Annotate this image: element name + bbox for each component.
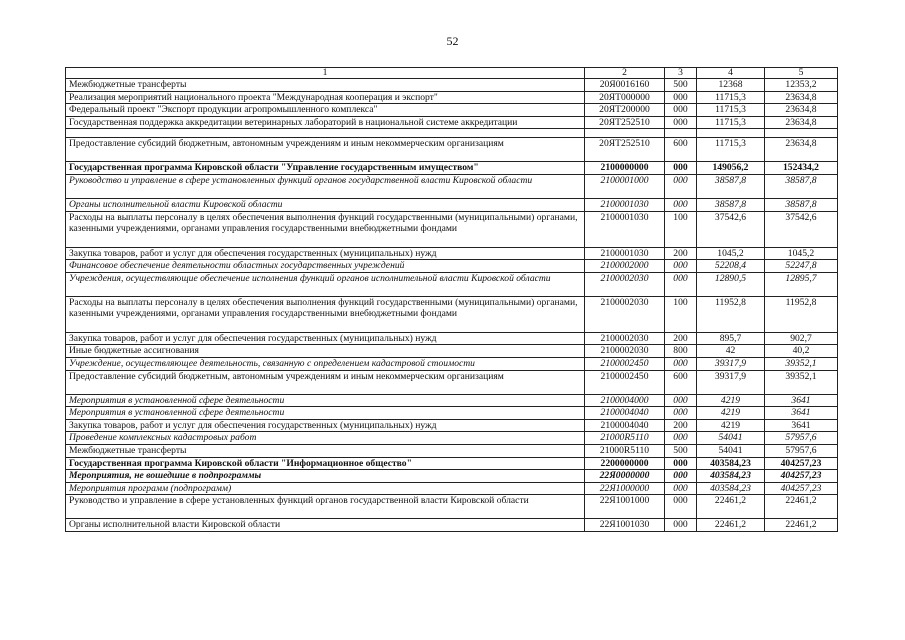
row-amount-year1: 54041 [697,444,765,457]
row-code: 2100002030 [585,345,665,358]
row-amount-year2: 22461,2 [765,495,838,519]
row-amount-year1: 11715,3 [697,104,765,117]
row-name: Органы исполнительной власти Кировской области [66,198,585,211]
row-code: 2100001030 [585,247,665,260]
table-row [66,162,838,175]
row-amount-year1: 895,7 [697,332,765,345]
row-code: 2200000000 [585,457,665,470]
row-expense-type: 100 [665,211,697,247]
table-row [66,260,838,273]
row-amount-year1: 149056,2 [697,162,765,175]
row-amount-year1: 1045,2 [697,247,765,260]
row-code: 22Я1001000 [585,495,665,519]
table-row [66,345,838,358]
row-code: 2100004040 [585,419,665,432]
row-name: Расходы на выплаты персоналу в целях обеспечения выполнения функций государственными (муниципальными) органами, казенными учреждениями, органами управления государственными внебюджетными фондами [66,296,585,332]
table-row [66,129,838,138]
row-expense-type: 000 [665,495,697,519]
column-header: 1 [66,68,585,79]
table-row [66,407,838,420]
row-code: 2100002450 [585,357,665,370]
row-expense-type: 000 [665,457,697,470]
row-expense-type: 200 [665,419,697,432]
row-name: Предоставление субсидий бюджетным, автономным учреждениям и иным некоммерческим организациям [66,370,585,394]
row-name: Закупка товаров, работ и услуг для обеспечения государственных (муниципальных) нужд [66,247,585,260]
row-amount-year2: 3641 [765,394,838,407]
row-code: 20ЯТ252510 [585,116,665,129]
row-name: Закупка товаров, работ и услуг для обеспечения государственных (муниципальных) нужд [66,332,585,345]
row-amount-year2: 22461,2 [765,519,838,532]
row-amount-year2: 404257,23 [765,470,838,483]
table-row [66,91,838,104]
table-row [66,482,838,495]
table-row [66,432,838,445]
table-row [66,198,838,211]
row-code: 2100001030 [585,198,665,211]
row-amount-year1: 22461,2 [697,495,765,519]
row-amount-year2: 39352,1 [765,357,838,370]
row-amount-year1: 403584,23 [697,470,765,483]
row-code: 2100002030 [585,272,665,296]
row-amount-year2: 404257,23 [765,457,838,470]
row-expense-type: 000 [665,260,697,273]
row-expense-type: 000 [665,357,697,370]
row-amount-year1: 54041 [697,432,765,445]
row-amount-year2: 3641 [765,419,838,432]
row-expense-type: 000 [665,198,697,211]
table-row [66,519,838,532]
row-name: Руководство и управление в сфере установленных функций органов государственной власти Кировской области [66,495,585,519]
row-expense-type: 000 [665,482,697,495]
row-expense-type: 000 [665,104,697,117]
table-row [66,247,838,260]
row-expense-type: 200 [665,332,697,345]
table-row [66,104,838,117]
row-amount-year2: 40,2 [765,345,838,358]
row-amount-year2: 152434,2 [765,162,838,175]
row-amount-year1: 11715,3 [697,91,765,104]
table-row [66,138,838,162]
row-name: Государственная программа Кировской области "Информационное общество" [66,457,585,470]
row-amount-year1: 37542,6 [697,211,765,247]
row-name: Межбюджетные трансферты [66,79,585,92]
row-expense-type: 000 [665,407,697,420]
row-name: Реализация мероприятий национального проекта "Международная кооперация и экспорт" [66,91,585,104]
row-name: Государственная поддержка аккредитации ветеринарных лабораторий в национальной системе аккредитации [66,116,585,129]
row-amount-year1: 42 [697,345,765,358]
row-amount-year1: 11952,8 [697,296,765,332]
row-expense-type: 500 [665,79,697,92]
row-amount-year1: 22461,2 [697,519,765,532]
row-name: Учреждения, осуществляющие обеспечение исполнения функций органов исполнительной власти Кировской области [66,272,585,296]
table-row [66,394,838,407]
row-amount-year1: 38587,8 [697,174,765,198]
table-row [66,419,838,432]
table-row [66,174,838,198]
row-name: Мероприятия, не вошедшие в подпрограммы [66,470,585,483]
row-expense-type: 000 [665,174,697,198]
row-code [585,129,665,138]
row-code: 21000R5110 [585,444,665,457]
row-amount-year2: 3641 [765,407,838,420]
row-name: Межбюджетные трансферты [66,444,585,457]
row-amount-year1: 11715,3 [697,116,765,129]
row-name: Мероприятия программ (подпрограмм) [66,482,585,495]
row-amount-year1: 52208,4 [697,260,765,273]
row-code: 22Я1001030 [585,519,665,532]
row-amount-year2: 12895,7 [765,272,838,296]
row-code: 2100000000 [585,162,665,175]
row-amount-year1: 403584,23 [697,482,765,495]
row-expense-type: 600 [665,370,697,394]
row-name: Учреждение, осуществляющее деятельность, связанную с определением кадастровой стоимости [66,357,585,370]
row-name: Иные бюджетные ассигнования [66,345,585,358]
row-code: 2100002030 [585,332,665,345]
row-expense-type: 000 [665,519,697,532]
row-expense-type: 000 [665,162,697,175]
row-name: Мероприятия в установленной сфере деятельности [66,394,585,407]
row-amount-year2: 23634,8 [765,138,838,162]
row-amount-year2: 23634,8 [765,91,838,104]
row-amount-year2: 902,7 [765,332,838,345]
row-amount-year2: 11952,8 [765,296,838,332]
row-expense-type: 100 [665,296,697,332]
row-code: 2100002000 [585,260,665,273]
row-amount-year2: 38587,8 [765,198,838,211]
budget-table [65,67,838,532]
row-name: Руководство и управление в сфере установленных функций органов государственной власти Кировской области [66,174,585,198]
row-amount-year2: 39352,1 [765,370,838,394]
row-amount-year2 [765,129,838,138]
row-name: Проведение комплексных кадастровых работ [66,432,585,445]
table-row [66,370,838,394]
row-expense-type [665,129,697,138]
table-row [66,444,838,457]
table-row [66,211,838,247]
row-amount-year1: 4219 [697,419,765,432]
row-name [66,129,585,138]
row-amount-year2: 23634,8 [765,116,838,129]
row-code: 22Я0000000 [585,470,665,483]
row-code: 21000R5110 [585,432,665,445]
row-amount-year2: 12353,2 [765,79,838,92]
row-name: Закупка товаров, работ и услуг для обеспечения государственных (муниципальных) нужд [66,419,585,432]
row-amount-year1: 39317,9 [697,370,765,394]
row-expense-type: 000 [665,394,697,407]
row-expense-type: 000 [665,470,697,483]
row-expense-type: 000 [665,91,697,104]
row-amount-year1: 4219 [697,407,765,420]
row-amount-year1: 38587,8 [697,198,765,211]
row-code: 2100001030 [585,211,665,247]
table-row [66,296,838,332]
table-row [66,457,838,470]
row-code: 2100004000 [585,394,665,407]
table-row [66,79,838,92]
row-code: 20ЯТ200000 [585,104,665,117]
row-amount-year2: 52247,8 [765,260,838,273]
row-amount-year1: 12368 [697,79,765,92]
row-amount-year2: 23634,8 [765,104,838,117]
row-name: Федеральный проект "Экспорт продукции агропромышленного комплекса" [66,104,585,117]
row-name: Мероприятия в установленной сфере деятельности [66,407,585,420]
row-amount-year2: 57957,6 [765,444,838,457]
row-amount-year1 [697,129,765,138]
row-name: Предоставление субсидий бюджетным, автономным учреждениям и иным некоммерческим организациям [66,138,585,162]
row-amount-year1: 12890,5 [697,272,765,296]
row-amount-year2: 57957,6 [765,432,838,445]
row-amount-year1: 39317,9 [697,357,765,370]
row-expense-type: 800 [665,345,697,358]
row-code: 2100002450 [585,370,665,394]
row-code: 20Я0016160 [585,79,665,92]
row-amount-year2: 404257,23 [765,482,838,495]
row-amount-year1: 11715,3 [697,138,765,162]
column-header: 2 [585,68,665,79]
row-name: Государственная программа Кировской области "Управление государственным имуществом" [66,162,585,175]
row-code: 2100004040 [585,407,665,420]
row-code: 22Я1000000 [585,482,665,495]
row-amount-year2: 37542,6 [765,211,838,247]
column-header: 4 [697,68,765,79]
row-expense-type: 600 [665,138,697,162]
row-code: 2100001000 [585,174,665,198]
row-name: Расходы на выплаты персоналу в целях обеспечения выполнения функций государственными (муниципальными) органами, казенными учреждениями, органами управления государственными внебюджетными фондами [66,211,585,247]
row-code: 2100002030 [585,296,665,332]
row-expense-type: 000 [665,272,697,296]
table-row [66,357,838,370]
row-amount-year1: 4219 [697,394,765,407]
table-row [66,116,838,129]
page-number: 52 [446,34,459,48]
table-row [66,495,838,519]
row-amount-year1: 403584,23 [697,457,765,470]
column-header: 3 [665,68,697,79]
row-amount-year2: 1045,2 [765,247,838,260]
row-expense-type: 500 [665,444,697,457]
row-name: Финансовое обеспечение деятельности областных государственных учреждений [66,260,585,273]
row-code: 20ЯТ000000 [585,91,665,104]
table-row [66,332,838,345]
row-expense-type: 000 [665,432,697,445]
column-number-row [66,68,838,79]
row-expense-type: 200 [665,247,697,260]
row-name: Органы исполнительной власти Кировской области [66,519,585,532]
row-amount-year2: 38587,8 [765,174,838,198]
column-header: 5 [765,68,838,79]
row-code: 20ЯТ252510 [585,138,665,162]
table-row [66,470,838,483]
table-row [66,272,838,296]
row-expense-type: 000 [665,116,697,129]
